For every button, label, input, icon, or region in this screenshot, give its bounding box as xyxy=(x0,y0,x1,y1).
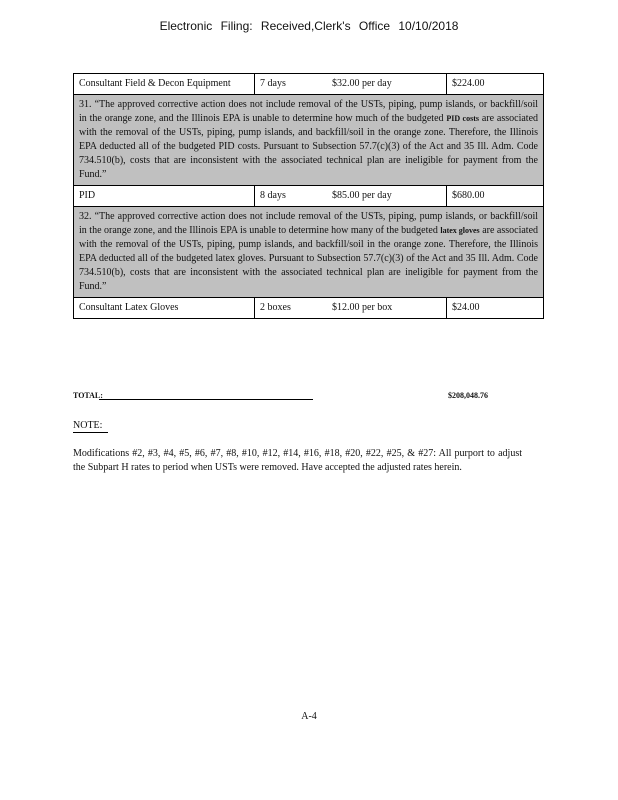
rate: $12.00 per box xyxy=(332,302,393,313)
amount-cell: $24.00 xyxy=(447,298,544,319)
quantity: 2 boxes xyxy=(260,302,291,313)
note-text: 32. “The approved corrective action does not include removal of the USTs, piping, pump islands, or backfill/soil in the orange zone, and the Illinois EPA is unable to determine how many of the budgeted xyxy=(79,211,538,236)
total-underline xyxy=(99,399,313,400)
note-bold-text: latex gloves xyxy=(440,226,480,235)
deduction-note xyxy=(74,95,544,186)
modifications-paragraph: Modifications #2, #3, #4, #5, #6, #7, #8, #10, #12, #14, #16, #18, #20, #22, #25, & #27: All purport to adjust the Subpart H rates to period when USTs were removed. Have accepted the adjusted rates herein. xyxy=(73,448,522,473)
note-text: are associated with the removal of the USTs, piping, pump islands, and backfill/soil in the orange zone. Therefore, the Illinois EPA deducted all of the budgeted PID costs. Pursuant to Subsection 57.7(c)(3) of the Act and 35 Ill. Adm. Code 734.510(b), costs that are inconsistent with the associated technical plan are ineligible for payment from the Fund.” xyxy=(79,113,539,180)
note-text: 31. “The approved corrective action does not include removal of the USTs, piping, pump islands, or backfill/soil in the orange zone, and the Illinois EPA is unable to determine how much of the budgeted xyxy=(79,99,538,124)
item-cell: PID xyxy=(74,186,255,207)
table-row xyxy=(74,207,544,298)
cost-table xyxy=(73,73,544,319)
rate: $85.00 per day xyxy=(332,190,392,201)
table-row xyxy=(74,186,544,207)
rate: $32.00 per day xyxy=(332,78,392,89)
quantity: 8 days xyxy=(260,190,286,201)
qty-rate-cell xyxy=(255,74,447,95)
note-heading: NOTE: xyxy=(73,420,108,433)
item-cell: Consultant Field & Decon Equipment xyxy=(74,74,255,95)
qty-rate-cell xyxy=(255,186,447,207)
page-number: A-4 xyxy=(301,711,317,722)
note-text: are associated with the removal of the USTs, piping, pump islands, and backfill/soil in the orange zone. Therefore, the Illinois EPA deducted all of the budgeted latex gloves. Pursuant to Subsection 57.7(c)(3) of the Act and 35 Ill. Adm. Code 734.510(b), costs that are inconsistent with the associated technical plan are ineligible for payment from the Fund.” xyxy=(79,225,539,292)
deduction-note xyxy=(74,207,544,298)
note-bold-text: PID costs xyxy=(446,114,479,123)
table-row xyxy=(74,74,544,95)
quantity: 7 days xyxy=(260,78,286,89)
item-cell: Consultant Latex Gloves xyxy=(74,298,255,319)
total-value: $208,048.76 xyxy=(448,391,488,400)
filing-header: Electronic Filing: Received,Clerk's Office 10/10/2018 xyxy=(159,19,459,33)
amount-cell: $680.00 xyxy=(447,186,544,207)
qty-rate-cell xyxy=(255,298,447,319)
table-row xyxy=(74,95,544,186)
table-row xyxy=(74,298,544,319)
total-label: TOTAL: xyxy=(73,391,103,400)
amount-cell: $224.00 xyxy=(447,74,544,95)
